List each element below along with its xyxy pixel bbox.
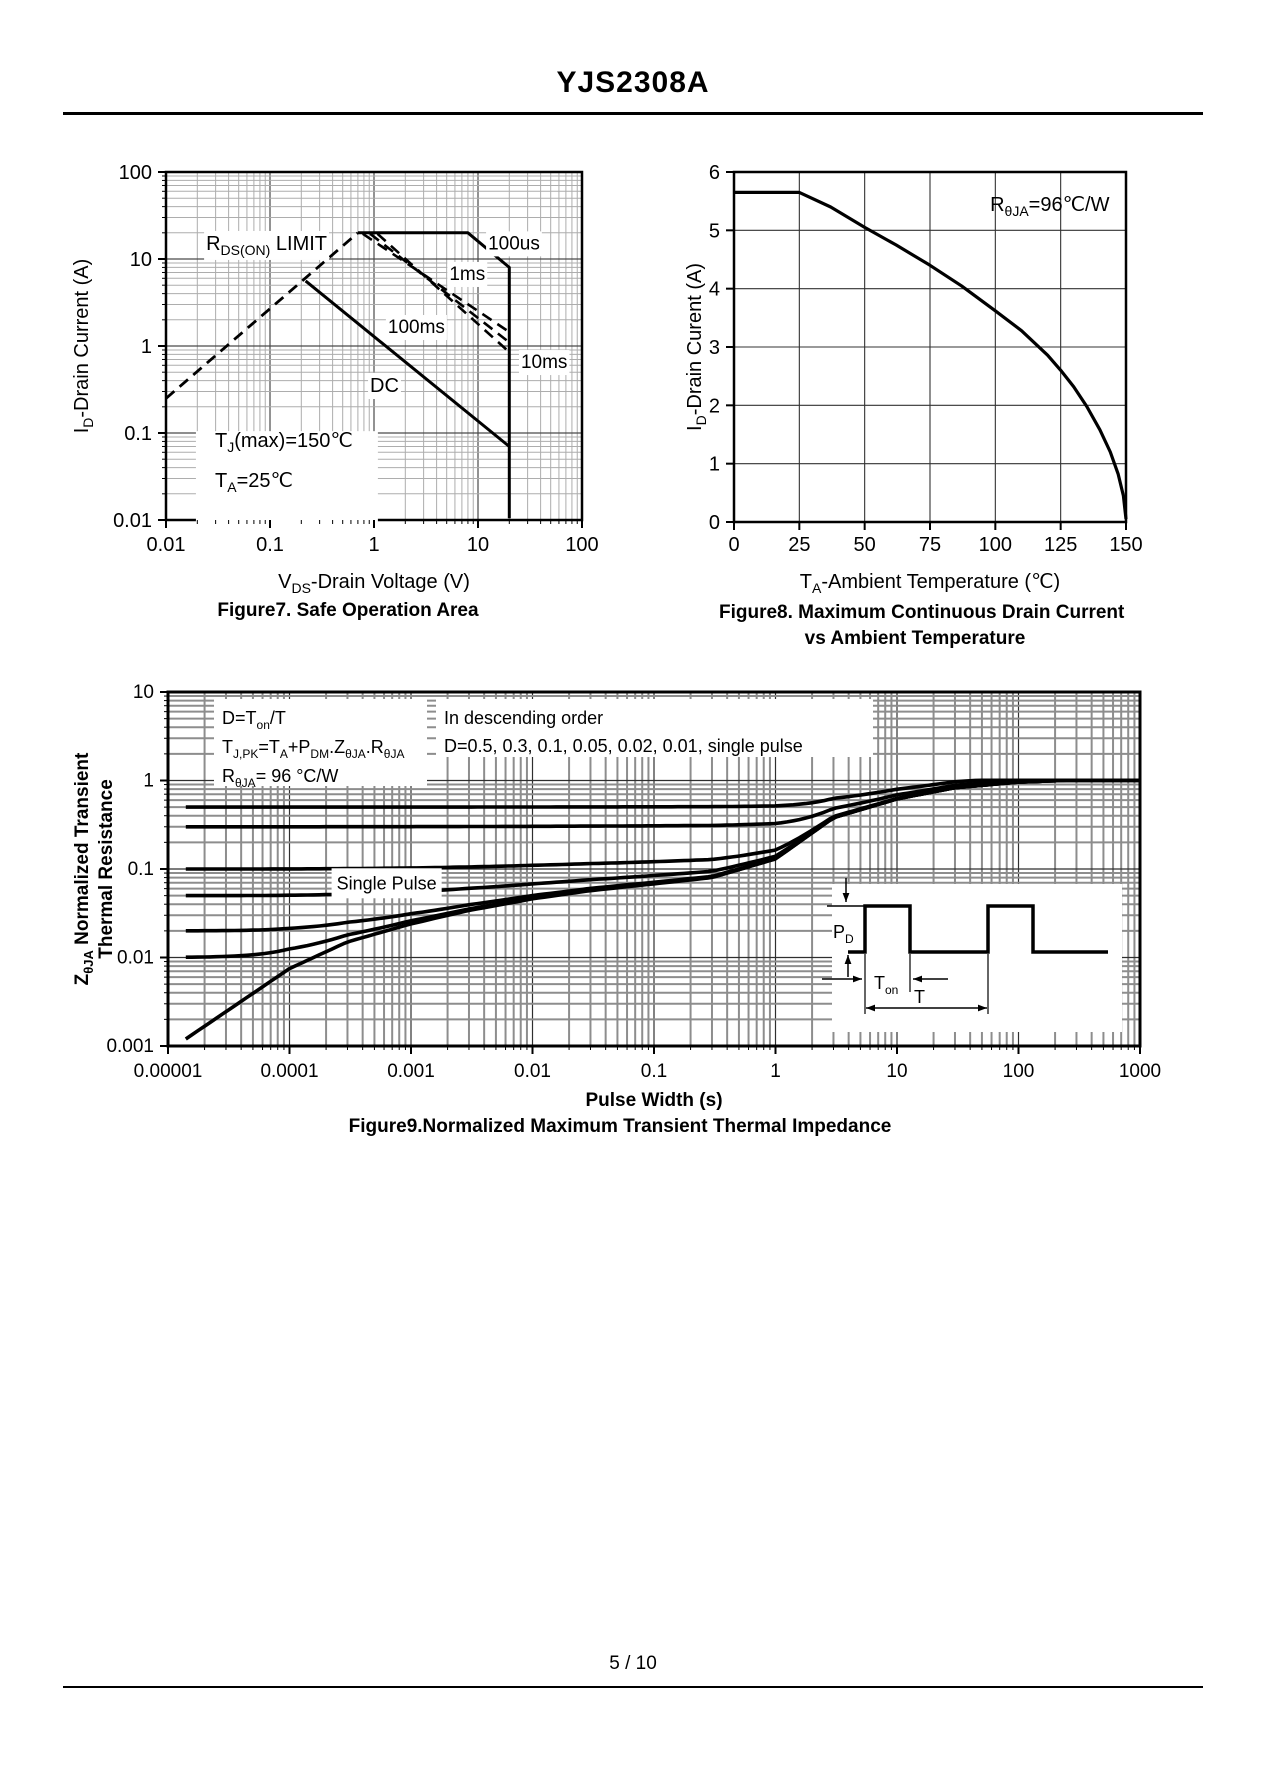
svg-text:RθJA= 96 °C/W: $R_{\theta JA}= 96$ °C/W — [222, 766, 339, 790]
svg-text:ZθJA Normalized Transient: $Z_{\theta JA}$ Normalized Transient — [72, 752, 96, 986]
page-title: YJS2308A — [556, 66, 710, 99]
svg-text:D=0.5, 0.3, 0.1, 0.05, 0.02, 0: D=0.5, 0.3, 0.1, 0.05, 0.02, 0.01, single pulse — [444, 736, 803, 756]
svg-text:100us: 100us — [488, 233, 540, 255]
svg-text:125: 125 — [1043, 534, 1078, 556]
svg-text:5: 5 — [708, 220, 720, 243]
svg-text:1: 1 — [140, 336, 152, 358]
svg-text:4: 4 — [708, 278, 720, 301]
svg-text:RθJA=96℃/W: $R_{\theta JA}=96℃/W$ — [990, 194, 1110, 220]
svg-text:100: 100 — [118, 162, 152, 184]
svg-text:Single Pulse: Single Pulse — [336, 873, 437, 894]
svg-text:DC: DC — [370, 374, 399, 397]
svg-text:PD: $P_D$ — [833, 922, 854, 946]
svg-text:0.00001: 0.00001 — [133, 1061, 203, 1082]
svg-text:0.01: 0.01 — [514, 1061, 551, 1082]
svg-text:25: 25 — [788, 534, 811, 556]
svg-text:10: 10 — [466, 534, 490, 556]
svg-text:ID-Drain Curent (A): $I_D$-Drain Curent (A) — [684, 263, 709, 431]
svg-text:0.1: 0.1 — [256, 534, 284, 556]
svg-text:VDS-Drain Voltage (V): $V_{DS}$-Drain Voltage (V) — [278, 571, 470, 596]
fig9-chart — [72, 682, 1161, 1111]
svg-text:0.01: 0.01 — [146, 534, 186, 556]
page-number: 5 / 10 — [609, 1653, 657, 1674]
fig7-chart — [71, 162, 599, 596]
svg-text:1: 1 — [770, 1061, 781, 1082]
svg-text:0.1: 0.1 — [640, 1061, 668, 1082]
fig7-caption: Figure7. Safe Operation Area — [217, 600, 479, 621]
svg-text:ID-Drain Current (A): $I_D$-Drain Current (A) — [71, 258, 96, 434]
svg-text:TJ,PK=TA+PDM.ZθJA.RθJA: $T_{J,PK}=T_A+P_{DM}.Z_{\theta JA}.R_{\theta JA}$ — [222, 737, 405, 761]
svg-text:0.01: 0.01 — [113, 510, 152, 532]
svg-text:0.1: 0.1 — [127, 859, 154, 880]
svg-text:0: 0 — [728, 534, 740, 556]
fig8-caption-line2: vs Ambient Temperature — [804, 628, 1026, 649]
svg-text:6: 6 — [708, 162, 720, 184]
svg-text:0.1: 0.1 — [124, 423, 152, 445]
fig8-caption — [719, 600, 1125, 652]
svg-text:150: 150 — [1109, 534, 1143, 556]
svg-text:100ms: 100ms — [387, 317, 445, 339]
svg-text:3: 3 — [708, 337, 720, 359]
svg-text:10: 10 — [129, 249, 152, 271]
svg-text:0.001: 0.001 — [106, 1036, 154, 1057]
svg-text:Ton: $T_{on}$ — [874, 973, 899, 997]
svg-text:1000: 1000 — [1118, 1061, 1162, 1082]
svg-text:0.0001: 0.0001 — [260, 1061, 319, 1082]
svg-text:Pulse Width (s): Pulse Width (s) — [585, 1090, 723, 1111]
svg-text:0: 0 — [708, 512, 720, 534]
svg-text:10: 10 — [886, 1061, 908, 1082]
svg-text:10ms: 10ms — [520, 352, 568, 374]
svg-text:100: 100 — [1002, 1061, 1035, 1082]
svg-text:T: T — [914, 987, 925, 1007]
svg-text:RDS(ON) LIMIT: $R_{DS(ON)}$ LIMIT — [206, 232, 328, 258]
svg-text:D=Ton/T: $D=T_{on}/T$ — [222, 708, 286, 732]
svg-text:1: 1 — [708, 453, 720, 476]
fig8-caption-line1: Figure8. Maximum Continuous Drain Current — [719, 602, 1125, 623]
svg-text:0.01: 0.01 — [117, 947, 154, 969]
svg-text:1ms: 1ms — [449, 263, 486, 285]
svg-text:10: 10 — [132, 682, 154, 703]
svg-text:2: 2 — [708, 395, 720, 418]
svg-text:1: 1 — [368, 534, 380, 556]
svg-text:50: 50 — [853, 534, 876, 556]
svg-text:75: 75 — [918, 534, 942, 556]
svg-text:0.001: 0.001 — [387, 1061, 435, 1082]
svg-text:In descending order: In descending order — [444, 708, 604, 728]
fig9-caption: Figure9.Normalized Maximum Transient Thermal Impedance — [348, 1116, 892, 1137]
footer-rule — [63, 1686, 1203, 1688]
svg-text:Thermal Resistance: Thermal Resistance — [96, 779, 117, 959]
fig8-chart — [684, 162, 1143, 596]
svg-text:TA-Ambient Temperature (℃): $T_A$-Ambient Temperature (℃) — [799, 571, 1061, 596]
svg-text:100: 100 — [565, 534, 599, 556]
svg-text:TA=25℃: $T_A=25℃$ — [215, 469, 293, 495]
svg-text:100: 100 — [978, 534, 1013, 556]
svg-text:TJ(max)=150℃: $T_J(\max)=150℃$ — [215, 430, 353, 456]
svg-text:1: 1 — [143, 770, 154, 792]
